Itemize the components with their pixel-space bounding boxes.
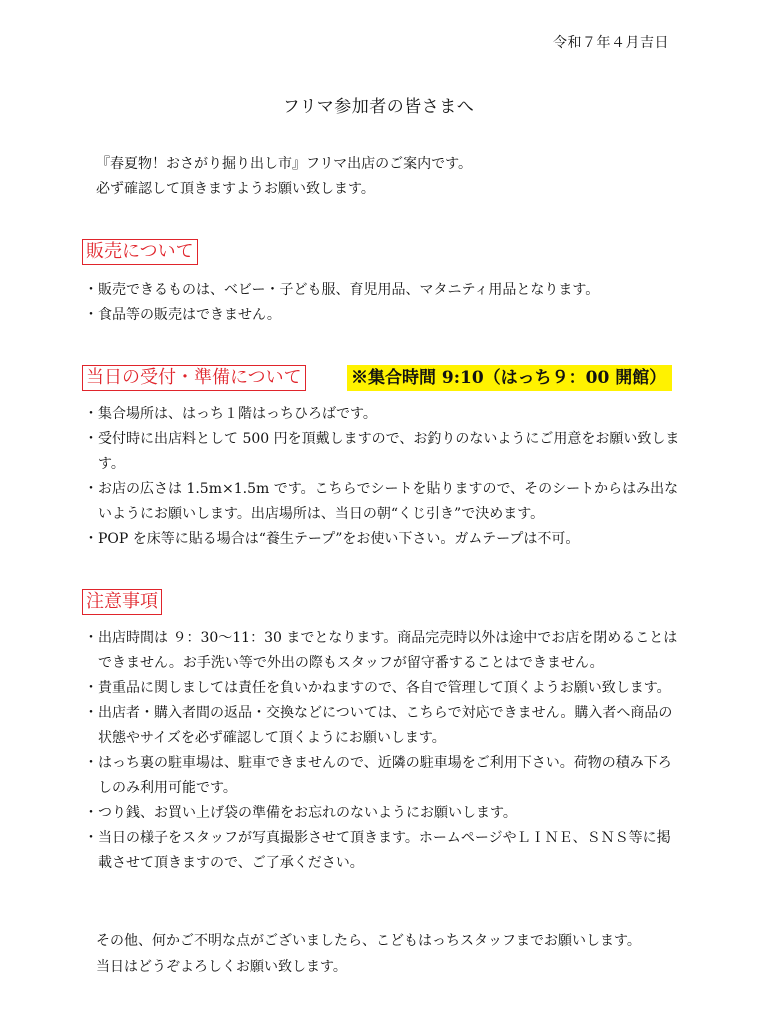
closing-line: 当日はどうぞよろしくお願い致します。	[96, 959, 347, 975]
bullet-mark: ・	[84, 531, 98, 547]
list-item-text: お店の広さは 1.5m×1.5m です。こちらでシートを貼りますので、そのシートからはみ出ないようにお願いします。出店場所は、当日の朝“くじ引き”で決めます。	[98, 481, 679, 522]
bullet-mark: ・	[84, 680, 98, 696]
list-item	[84, 303, 684, 328]
list-item	[84, 278, 684, 303]
list-item	[84, 427, 684, 477]
intro-line: 必ず確認して頂きますようお願い致します。	[96, 181, 375, 197]
list-item	[84, 626, 684, 676]
notes-bullet-list	[84, 626, 684, 876]
list-item	[84, 527, 684, 552]
intro-line: 『春夏物！おさがり掘り出し市』フリマ出店のご案内です。	[96, 156, 473, 172]
closing-line: その他、何かご不明な点がございましたら、こどもはっちスタッフまでお願いします。	[96, 933, 641, 949]
list-item-text: 販売できるものは、ベビー・子ども服、育児用品、マタニティ用品となります。	[98, 282, 600, 298]
bullet-mark: ・	[84, 830, 98, 846]
list-item-text: 出店者・購入者間の返品・交換などについては、こちらで対応できません。購入者へ商品の状態やサイズを必ず確認して頂くようにお願いします。	[98, 705, 673, 746]
bullet-mark: ・	[84, 805, 98, 821]
list-item-text: 当日の様子をスタッフが写真撮影させて頂きます。ホームページやＬＩＮＥ、ＳＮＳ等に掲載させて頂きますので、ご了承ください。	[98, 830, 671, 871]
list-item-text: はっち裏の駐車場は、駐車できませんので、近隣の駐車場をご利用下さい。荷物の積み下ろしのみ利用可能です。	[98, 755, 672, 796]
notes-section-heading: 注意事項	[82, 589, 162, 615]
reception-section-heading: 当日の受付・準備について	[82, 365, 306, 391]
list-item-text: 集合場所は、はっち１階はっちひろばです。	[98, 406, 377, 422]
list-item	[84, 801, 684, 826]
document-title: フリマ参加者の皆さまへ	[282, 97, 475, 117]
list-item-text: POP を床等に貼る場合は“養生テープ”をお使い下さい。ガムテープは不可。	[98, 531, 580, 547]
intro-paragraph	[96, 152, 472, 202]
list-item	[84, 701, 684, 751]
list-item	[84, 676, 684, 701]
list-item-text: 貴重品に関しましては責任を負いかねますので、各自で管理して頂くようお願い致します。	[98, 680, 671, 696]
bullet-mark: ・	[84, 630, 98, 646]
sales-bullet-list	[84, 278, 684, 328]
list-item-text: 出店時間は ９：30〜11：30 までとなります。商品完売時以外は途中でお店を閉めることはできません。お手洗い等で外出の際もスタッフが留守番することはできません。	[98, 630, 678, 671]
bullet-mark: ・	[84, 282, 98, 298]
list-item-text: つり銭、お買い上げ袋の準備をお忘れのないようにお願いします。	[98, 805, 517, 821]
list-item	[84, 477, 684, 527]
issue-date: 令和７年４月吉日	[553, 35, 669, 51]
bullet-mark: ・	[84, 481, 98, 497]
sales-section-heading: 販売について	[82, 239, 198, 265]
list-item	[84, 751, 684, 801]
list-item	[84, 826, 684, 876]
list-item-text: 食品等の販売はできません。	[98, 307, 281, 323]
closing-paragraph	[96, 928, 641, 980]
list-item-text: 受付時に出店料として 500 円を頂戴しますので、お釣りのないようにご用意をお願い致します。	[98, 431, 680, 472]
meeting-time-highlight: ※集合時間 9:10（はっち９：00 開館）	[347, 365, 672, 391]
bullet-mark: ・	[84, 431, 98, 447]
list-item	[84, 402, 684, 427]
reception-bullet-list	[84, 402, 684, 552]
bullet-mark: ・	[84, 307, 98, 323]
bullet-mark: ・	[84, 705, 98, 721]
bullet-mark: ・	[84, 755, 98, 771]
bullet-mark: ・	[84, 406, 98, 422]
